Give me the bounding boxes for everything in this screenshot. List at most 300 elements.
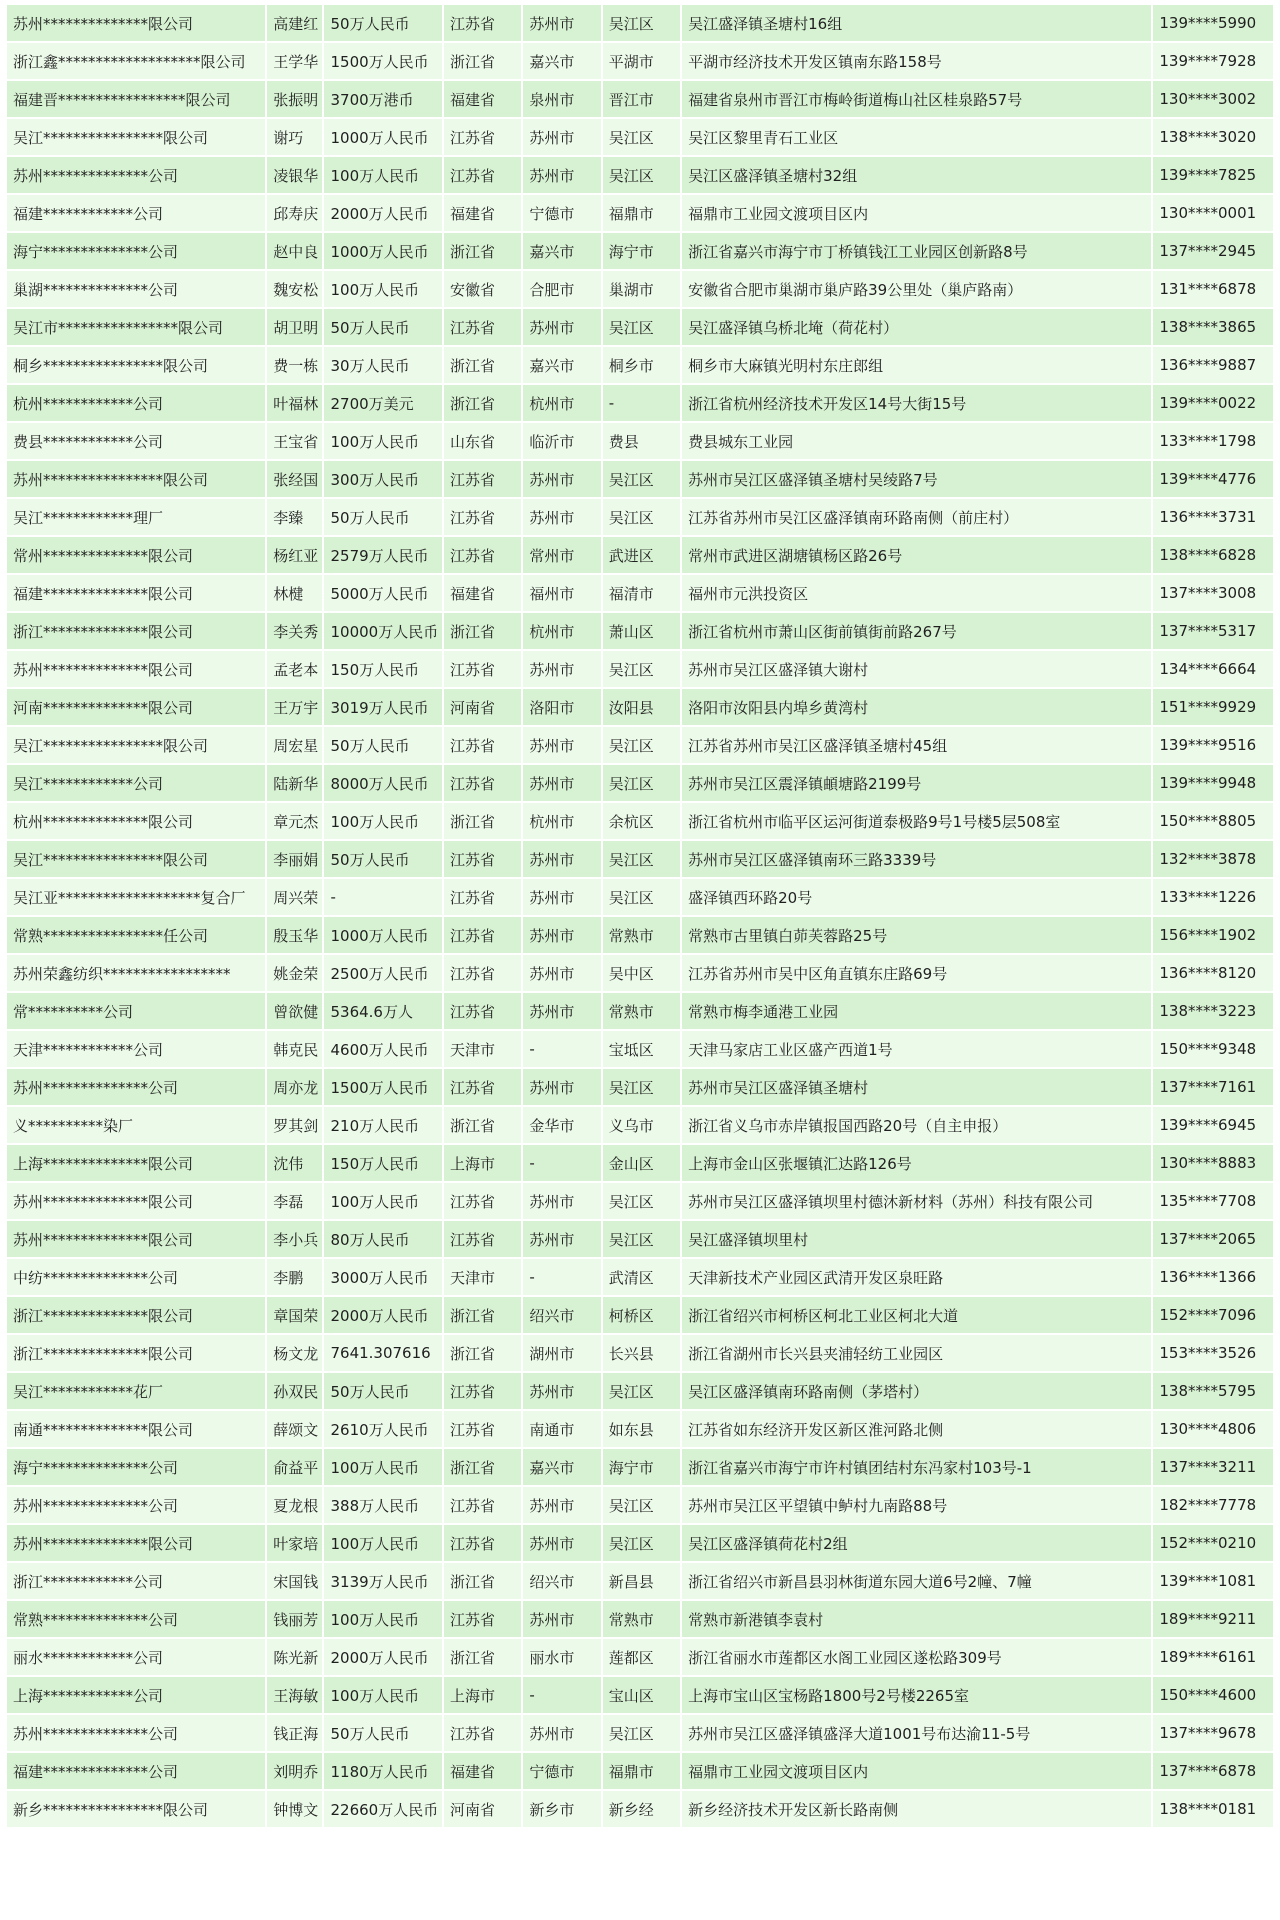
province-cell: 江苏省 [444, 955, 521, 991]
table-row [7, 1715, 1273, 1751]
registered-capital-cell: 2700万美元 [324, 385, 442, 421]
province-cell: 浙江省 [444, 43, 521, 79]
city-cell: 杭州市 [523, 385, 600, 421]
city-cell: 苏州市 [523, 461, 600, 497]
address-cell: 江苏省苏州市吴中区角直镇东庄路69号 [682, 955, 1151, 991]
address-cell: 吴江区盛泽镇南环路南侧（茅塔村） [682, 1373, 1151, 1409]
address-cell: 上海市金山区张堰镇汇达路126号 [682, 1145, 1151, 1181]
contact-name-cell: 钟博文 [267, 1791, 322, 1827]
contact-name-cell: 钱丽芳 [267, 1601, 322, 1637]
city-cell: 湖州市 [523, 1335, 600, 1371]
table-row [7, 1221, 1273, 1257]
contact-name-cell: 周兴荣 [267, 879, 322, 915]
registered-capital-cell: 388万人民币 [324, 1487, 442, 1523]
table-row [7, 309, 1273, 345]
city-cell: 苏州市 [523, 765, 600, 801]
city-cell: 苏州市 [523, 1487, 600, 1523]
table-row [7, 1791, 1273, 1827]
company-name-cell: 费县************公司 [7, 423, 265, 459]
address-cell: 浙江省嘉兴市海宁市许村镇团结村东冯家村103号-1 [682, 1449, 1151, 1485]
table-row [7, 1297, 1273, 1333]
province-cell: 福建省 [444, 575, 521, 611]
province-cell: 浙江省 [444, 233, 521, 269]
contact-name-cell: 刘明乔 [267, 1753, 322, 1789]
address-cell: 浙江省杭州经济技术开发区14号大街15号 [682, 385, 1151, 421]
table-row [7, 1145, 1273, 1181]
company-name-cell: 河南**************限公司 [7, 689, 265, 725]
phone-cell: 139****9948 [1153, 765, 1273, 801]
city-cell: 嘉兴市 [523, 347, 600, 383]
province-cell: 山东省 [444, 423, 521, 459]
province-cell: 河南省 [444, 689, 521, 725]
district-cell: 桐乡市 [603, 347, 680, 383]
table-row [7, 1525, 1273, 1561]
phone-cell: 137****5317 [1153, 613, 1273, 649]
phone-cell: 150****4600 [1153, 1677, 1273, 1713]
district-cell: 常熟市 [603, 917, 680, 953]
phone-cell: 133****1798 [1153, 423, 1273, 459]
table-row [7, 803, 1273, 839]
address-cell: 苏州市吴江区平望镇中鲈村九南路88号 [682, 1487, 1151, 1523]
company-name-cell: 丽水************公司 [7, 1639, 265, 1675]
company-name-cell: 上海**************限公司 [7, 1145, 265, 1181]
city-cell: 苏州市 [523, 917, 600, 953]
company-name-cell: 吴江************公司 [7, 765, 265, 801]
contact-name-cell: 高建红 [267, 5, 322, 41]
province-cell: 江苏省 [444, 5, 521, 41]
contact-name-cell: 曾欲健 [267, 993, 322, 1029]
company-name-cell: 苏州**************限公司 [7, 651, 265, 687]
address-cell: 吴江盛泽镇圣塘村16组 [682, 5, 1151, 41]
district-cell: 吴江区 [603, 1069, 680, 1105]
company-name-cell: 吴江市****************限公司 [7, 309, 265, 345]
address-cell: 洛阳市汝阳县内埠乡黄湾村 [682, 689, 1151, 725]
registered-capital-cell: 1500万人民币 [324, 43, 442, 79]
table-row [7, 195, 1273, 231]
address-cell: 浙江省杭州市临平区运河街道泰极路9号1号楼5层508室 [682, 803, 1151, 839]
province-cell: 江苏省 [444, 1221, 521, 1257]
district-cell: 吴江区 [603, 1525, 680, 1561]
city-cell: 合肥市 [523, 271, 600, 307]
province-cell: 江苏省 [444, 651, 521, 687]
registered-capital-cell: 2579万人民币 [324, 537, 442, 573]
phone-cell: 139****9516 [1153, 727, 1273, 763]
district-cell: 晋江市 [603, 81, 680, 117]
table-row [7, 1259, 1273, 1295]
city-cell: 苏州市 [523, 727, 600, 763]
district-cell: 吴江区 [603, 499, 680, 535]
district-cell: 吴江区 [603, 309, 680, 345]
address-cell: 吴江盛泽镇乌桥北埯（荷花村） [682, 309, 1151, 345]
registered-capital-cell: 10000万人民币 [324, 613, 442, 649]
province-cell: 江苏省 [444, 499, 521, 535]
province-cell: 江苏省 [444, 1487, 521, 1523]
province-cell: 浙江省 [444, 1107, 521, 1143]
phone-cell: 130****8883 [1153, 1145, 1273, 1181]
address-cell: 常熟市梅李通港工业园 [682, 993, 1151, 1029]
table-row [7, 1601, 1273, 1637]
district-cell: 福鼎市 [603, 195, 680, 231]
registered-capital-cell: 3139万人民币 [324, 1563, 442, 1599]
table-row [7, 1107, 1273, 1143]
district-cell: 吴江区 [603, 157, 680, 193]
province-cell: 天津市 [444, 1259, 521, 1295]
table-row [7, 1487, 1273, 1523]
phone-cell: 137****3008 [1153, 575, 1273, 611]
city-cell: 嘉兴市 [523, 1449, 600, 1485]
contact-name-cell: 李关秀 [267, 613, 322, 649]
address-cell: 吴江区盛泽镇圣塘村32组 [682, 157, 1151, 193]
phone-cell: 131****6878 [1153, 271, 1273, 307]
table-row [7, 423, 1273, 459]
table-row [7, 993, 1273, 1029]
registered-capital-cell: 22660万人民币 [324, 1791, 442, 1827]
city-cell: 南通市 [523, 1411, 600, 1447]
phone-cell: 138****0181 [1153, 1791, 1273, 1827]
city-cell: - [523, 1145, 600, 1181]
contact-name-cell: 王万宇 [267, 689, 322, 725]
district-cell: 平湖市 [603, 43, 680, 79]
city-cell: 苏州市 [523, 499, 600, 535]
contact-name-cell: 李磊 [267, 1183, 322, 1219]
province-cell: 江苏省 [444, 1411, 521, 1447]
registered-capital-cell: 50万人民币 [324, 5, 442, 41]
contact-name-cell: 沈伟 [267, 1145, 322, 1181]
registered-capital-cell: 5364.6万人 [324, 993, 442, 1029]
contact-name-cell: 李臻 [267, 499, 322, 535]
province-cell: 福建省 [444, 195, 521, 231]
address-cell: 平湖市经济技术开发区镇南东路158号 [682, 43, 1151, 79]
company-name-cell: 吴江****************限公司 [7, 841, 265, 877]
address-cell: 苏州市吴江区盛泽镇大谢村 [682, 651, 1151, 687]
registered-capital-cell: 3700万港币 [324, 81, 442, 117]
registered-capital-cell: 2000万人民币 [324, 1639, 442, 1675]
company-table-container [5, 3, 1275, 1829]
district-cell: 常熟市 [603, 1601, 680, 1637]
contact-name-cell: 费一栋 [267, 347, 322, 383]
city-cell: 新乡市 [523, 1791, 600, 1827]
province-cell: 江苏省 [444, 1601, 521, 1637]
phone-cell: 138****6828 [1153, 537, 1273, 573]
phone-cell: 133****1226 [1153, 879, 1273, 915]
province-cell: 河南省 [444, 1791, 521, 1827]
contact-name-cell: 凌银华 [267, 157, 322, 193]
contact-name-cell: 赵中良 [267, 233, 322, 269]
province-cell: 江苏省 [444, 727, 521, 763]
city-cell: - [523, 1677, 600, 1713]
address-cell: 浙江省绍兴市柯桥区柯北工业区柯北大道 [682, 1297, 1151, 1333]
table-row [7, 461, 1273, 497]
province-cell: 浙江省 [444, 1335, 521, 1371]
contact-name-cell: 魏安松 [267, 271, 322, 307]
district-cell: 海宁市 [603, 233, 680, 269]
registered-capital-cell: 100万人民币 [324, 1525, 442, 1561]
district-cell: 如东县 [603, 1411, 680, 1447]
address-cell: 浙江省杭州市萧山区街前镇街前路267号 [682, 613, 1151, 649]
company-name-cell: 苏州荣鑫纺织***************** [7, 955, 265, 991]
table-row [7, 765, 1273, 801]
city-cell: 苏州市 [523, 1715, 600, 1751]
registered-capital-cell: 100万人民币 [324, 271, 442, 307]
province-cell: 江苏省 [444, 119, 521, 155]
district-cell: 吴江区 [603, 119, 680, 155]
phone-cell: 152****7096 [1153, 1297, 1273, 1333]
phone-cell: 139****7825 [1153, 157, 1273, 193]
contact-name-cell: 李鹏 [267, 1259, 322, 1295]
phone-cell: 156****1902 [1153, 917, 1273, 953]
company-name-cell: 福建************公司 [7, 195, 265, 231]
contact-name-cell: 李丽娟 [267, 841, 322, 877]
registered-capital-cell: 150万人民币 [324, 651, 442, 687]
province-cell: 江苏省 [444, 1525, 521, 1561]
address-cell: 上海市宝山区宝杨路1800号2号楼2265室 [682, 1677, 1151, 1713]
city-cell: 临沂市 [523, 423, 600, 459]
province-cell: 安徽省 [444, 271, 521, 307]
registered-capital-cell: 2000万人民币 [324, 195, 442, 231]
city-cell: 苏州市 [523, 955, 600, 991]
phone-cell: 135****7708 [1153, 1183, 1273, 1219]
phone-cell: 134****6664 [1153, 651, 1273, 687]
table-row [7, 385, 1273, 421]
phone-cell: 130****3002 [1153, 81, 1273, 117]
table-row [7, 1449, 1273, 1485]
table-row [7, 1183, 1273, 1219]
address-cell: 福鼎市工业园文渡项目区内 [682, 195, 1151, 231]
district-cell: 福鼎市 [603, 1753, 680, 1789]
company-name-cell: 浙江**************限公司 [7, 1335, 265, 1371]
district-cell: 吴江区 [603, 879, 680, 915]
address-cell: 浙江省义乌市赤岸镇报国西路20号（自主申报） [682, 1107, 1151, 1143]
district-cell: 吴江区 [603, 461, 680, 497]
district-cell: 武进区 [603, 537, 680, 573]
contact-name-cell: 周宏星 [267, 727, 322, 763]
contact-name-cell: 胡卫明 [267, 309, 322, 345]
table-row [7, 499, 1273, 535]
contact-name-cell: 杨红亚 [267, 537, 322, 573]
province-cell: 江苏省 [444, 765, 521, 801]
registered-capital-cell: 50万人民币 [324, 499, 442, 535]
district-cell: 吴江区 [603, 5, 680, 41]
company-name-cell: 常州**************限公司 [7, 537, 265, 573]
company-name-cell: 苏州**************公司 [7, 1715, 265, 1751]
phone-cell: 153****3526 [1153, 1335, 1273, 1371]
phone-cell: 132****3878 [1153, 841, 1273, 877]
contact-name-cell: 叶家培 [267, 1525, 322, 1561]
address-cell: 浙江省绍兴市新昌县羽林街道东园大道6号2幢、7幢 [682, 1563, 1151, 1599]
company-name-cell: 苏州**************限公司 [7, 1221, 265, 1257]
table-row [7, 879, 1273, 915]
address-cell: 吴江盛泽镇坝里村 [682, 1221, 1151, 1257]
table-row [7, 1677, 1273, 1713]
registered-capital-cell: 3019万人民币 [324, 689, 442, 725]
contact-name-cell: 罗其剑 [267, 1107, 322, 1143]
company-name-cell: 苏州**************限公司 [7, 1525, 265, 1561]
address-cell: 苏州市吴江区盛泽镇南环三路3339号 [682, 841, 1151, 877]
company-name-cell: 福建**************公司 [7, 1753, 265, 1789]
province-cell: 江苏省 [444, 993, 521, 1029]
registered-capital-cell: 2000万人民币 [324, 1297, 442, 1333]
contact-name-cell: 王学华 [267, 43, 322, 79]
city-cell: 苏州市 [523, 651, 600, 687]
district-cell: 汝阳县 [603, 689, 680, 725]
city-cell: 嘉兴市 [523, 233, 600, 269]
phone-cell: 139****1081 [1153, 1563, 1273, 1599]
district-cell: 吴江区 [603, 651, 680, 687]
district-cell: 吴江区 [603, 1715, 680, 1751]
registered-capital-cell: 100万人民币 [324, 1601, 442, 1637]
company-name-cell: 吴江****************限公司 [7, 727, 265, 763]
address-cell: 天津马家店工业区盛产西道1号 [682, 1031, 1151, 1067]
registered-capital-cell: 1000万人民币 [324, 233, 442, 269]
city-cell: 苏州市 [523, 5, 600, 41]
company-name-cell: 桐乡****************限公司 [7, 347, 265, 383]
registered-capital-cell: 50万人民币 [324, 1373, 442, 1409]
district-cell: - [603, 385, 680, 421]
registered-capital-cell: 5000万人民币 [324, 575, 442, 611]
company-name-cell: 浙江************公司 [7, 1563, 265, 1599]
contact-name-cell: 张经国 [267, 461, 322, 497]
address-cell: 江苏省苏州市吴江区盛泽镇圣塘村45组 [682, 727, 1151, 763]
address-cell: 苏州市吴江区盛泽镇圣塘村吴绫路7号 [682, 461, 1151, 497]
address-cell: 天津新技术产业园区武清开发区泉旺路 [682, 1259, 1151, 1295]
city-cell: 丽水市 [523, 1639, 600, 1675]
district-cell: 吴江区 [603, 841, 680, 877]
phone-cell: 136****1366 [1153, 1259, 1273, 1295]
registered-capital-cell: 150万人民币 [324, 1145, 442, 1181]
registered-capital-cell: 300万人民币 [324, 461, 442, 497]
company-name-cell: 福建晋*****************限公司 [7, 81, 265, 117]
table-row [7, 1031, 1273, 1067]
phone-cell: 136****3731 [1153, 499, 1273, 535]
company-table-body [7, 5, 1273, 1827]
company-name-cell: 吴江************花厂 [7, 1373, 265, 1409]
city-cell: 常州市 [523, 537, 600, 573]
company-name-cell: 吴江亚*******************复合厂 [7, 879, 265, 915]
table-row [7, 1639, 1273, 1675]
phone-cell: 136****9887 [1153, 347, 1273, 383]
province-cell: 浙江省 [444, 347, 521, 383]
company-name-cell: 浙江**************限公司 [7, 1297, 265, 1333]
address-cell: 浙江省嘉兴市海宁市丁桥镇钱江工业园区创新路8号 [682, 233, 1151, 269]
province-cell: 江苏省 [444, 157, 521, 193]
city-cell: 宁德市 [523, 195, 600, 231]
contact-name-cell: 张振明 [267, 81, 322, 117]
table-row [7, 157, 1273, 193]
district-cell: 长兴县 [603, 1335, 680, 1371]
address-cell: 苏州市吴江区盛泽镇坝里村德沐新材料（苏州）科技有限公司 [682, 1183, 1151, 1219]
address-cell: 新乡经济技术开发区新长路南侧 [682, 1791, 1151, 1827]
company-name-cell: 常熟****************任公司 [7, 917, 265, 953]
address-cell: 安徽省合肥市巢湖市巢庐路39公里处（巢庐路南） [682, 271, 1151, 307]
contact-name-cell: 林楗 [267, 575, 322, 611]
address-cell: 江苏省如东经济开发区新区淮河路北侧 [682, 1411, 1151, 1447]
registered-capital-cell: 3000万人民币 [324, 1259, 442, 1295]
district-cell: 吴中区 [603, 955, 680, 991]
company-name-cell: 巢湖**************公司 [7, 271, 265, 307]
registered-capital-cell: 100万人民币 [324, 803, 442, 839]
city-cell: 苏州市 [523, 1525, 600, 1561]
table-row [7, 689, 1273, 725]
address-cell: 桐乡市大麻镇光明村东庄郎组 [682, 347, 1151, 383]
registered-capital-cell: 100万人民币 [324, 157, 442, 193]
company-name-cell: 苏州**************公司 [7, 157, 265, 193]
contact-name-cell: 宋国钱 [267, 1563, 322, 1599]
contact-name-cell: 邱寿庆 [267, 195, 322, 231]
table-row [7, 575, 1273, 611]
province-cell: 江苏省 [444, 461, 521, 497]
district-cell: 吴江区 [603, 1221, 680, 1257]
city-cell: 金华市 [523, 1107, 600, 1143]
company-name-cell: 天津************公司 [7, 1031, 265, 1067]
registered-capital-cell: 2610万人民币 [324, 1411, 442, 1447]
table-row [7, 1753, 1273, 1789]
company-name-cell: 杭州************公司 [7, 385, 265, 421]
phone-cell: 136****8120 [1153, 955, 1273, 991]
address-cell: 苏州市吴江区盛泽镇盛泽大道1001号布达渝11-5号 [682, 1715, 1151, 1751]
city-cell: 嘉兴市 [523, 43, 600, 79]
city-cell: 苏州市 [523, 879, 600, 915]
registered-capital-cell: 100万人民币 [324, 1449, 442, 1485]
phone-cell: 130****4806 [1153, 1411, 1273, 1447]
contact-name-cell: 俞益平 [267, 1449, 322, 1485]
contact-name-cell: 叶福林 [267, 385, 322, 421]
phone-cell: 138****3020 [1153, 119, 1273, 155]
province-cell: 浙江省 [444, 613, 521, 649]
company-name-cell: 中纺**************公司 [7, 1259, 265, 1295]
contact-name-cell: 夏龙根 [267, 1487, 322, 1523]
province-cell: 浙江省 [444, 803, 521, 839]
registered-capital-cell: 50万人民币 [324, 841, 442, 877]
province-cell: 上海市 [444, 1145, 521, 1181]
address-cell: 常熟市古里镇白茆芙蓉路25号 [682, 917, 1151, 953]
district-cell: 柯桥区 [603, 1297, 680, 1333]
contact-name-cell: 陈光新 [267, 1639, 322, 1675]
company-name-cell: 常**********公司 [7, 993, 265, 1029]
province-cell: 天津市 [444, 1031, 521, 1067]
province-cell: 江苏省 [444, 1183, 521, 1219]
phone-cell: 139****0022 [1153, 385, 1273, 421]
address-cell: 吴江区黎里青石工业区 [682, 119, 1151, 155]
phone-cell: 138****5795 [1153, 1373, 1273, 1409]
phone-cell: 137****9678 [1153, 1715, 1273, 1751]
phone-cell: 139****4776 [1153, 461, 1273, 497]
province-cell: 福建省 [444, 81, 521, 117]
city-cell: 洛阳市 [523, 689, 600, 725]
province-cell: 浙江省 [444, 1297, 521, 1333]
registered-capital-cell: 1000万人民币 [324, 119, 442, 155]
province-cell: 上海市 [444, 1677, 521, 1713]
table-row [7, 917, 1273, 953]
table-row [7, 1069, 1273, 1105]
province-cell: 江苏省 [444, 1373, 521, 1409]
phone-cell: 151****9929 [1153, 689, 1273, 725]
phone-cell: 139****6945 [1153, 1107, 1273, 1143]
district-cell: 吴江区 [603, 1487, 680, 1523]
district-cell: 武清区 [603, 1259, 680, 1295]
district-cell: 吴江区 [603, 727, 680, 763]
table-row [7, 613, 1273, 649]
company-name-cell: 浙江**************限公司 [7, 613, 265, 649]
phone-cell: 152****0210 [1153, 1525, 1273, 1561]
city-cell: 苏州市 [523, 119, 600, 155]
registered-capital-cell: 50万人民币 [324, 1715, 442, 1751]
company-name-cell: 上海************公司 [7, 1677, 265, 1713]
province-cell: 江苏省 [444, 879, 521, 915]
city-cell: 福州市 [523, 575, 600, 611]
district-cell: 巢湖市 [603, 271, 680, 307]
company-name-cell: 新乡****************限公司 [7, 1791, 265, 1827]
province-cell: 江苏省 [444, 309, 521, 345]
